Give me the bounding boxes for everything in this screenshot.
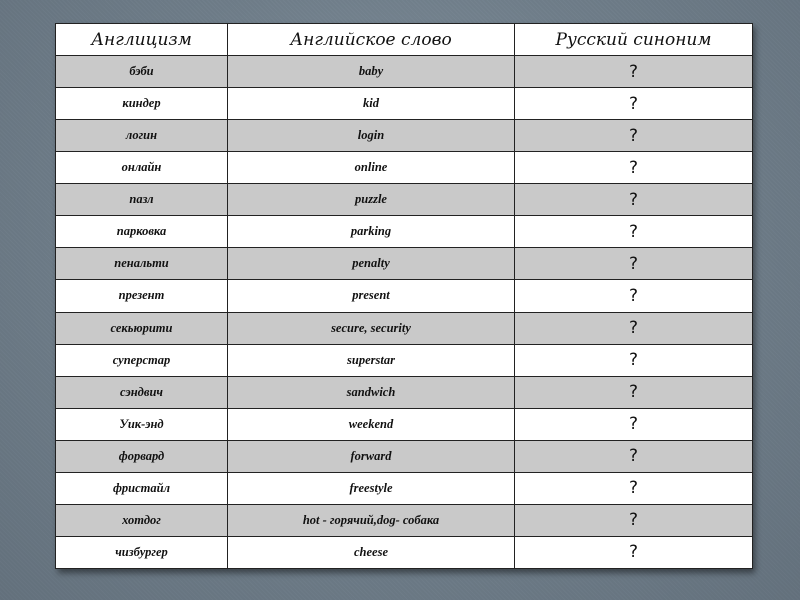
cell-english-word: secure, security: [228, 312, 515, 344]
cell-english-word: login: [228, 120, 515, 152]
anglicisms-table-container: [55, 23, 752, 569]
table-row: [56, 408, 753, 440]
cell-english-word: sandwich: [228, 376, 515, 408]
cell-russian-synonym: ?: [515, 56, 753, 88]
cell-english-word: parking: [228, 216, 515, 248]
cell-anglicism: Уик-энд: [56, 408, 228, 440]
cell-russian-synonym: ?: [515, 88, 753, 120]
table-row: [56, 536, 753, 568]
table-row: [56, 504, 753, 536]
cell-english-word: hot - горячий,dog- собака: [228, 504, 515, 536]
cell-russian-synonym: ?: [515, 344, 753, 376]
cell-anglicism: киндер: [56, 88, 228, 120]
cell-russian-synonym: ?: [515, 440, 753, 472]
cell-russian-synonym: ?: [515, 152, 753, 184]
table-row: [56, 344, 753, 376]
cell-anglicism: хотдог: [56, 504, 228, 536]
cell-anglicism: презент: [56, 280, 228, 312]
cell-english-word: present: [228, 280, 515, 312]
table-row: [56, 56, 753, 88]
cell-anglicism: чизбургер: [56, 536, 228, 568]
cell-russian-synonym: ?: [515, 472, 753, 504]
cell-russian-synonym: ?: [515, 376, 753, 408]
table-header-row: [56, 24, 753, 56]
cell-russian-synonym: ?: [515, 312, 753, 344]
cell-anglicism: бэби: [56, 56, 228, 88]
cell-english-word: penalty: [228, 248, 515, 280]
table-row: [56, 440, 753, 472]
cell-english-word: freestyle: [228, 472, 515, 504]
cell-anglicism: суперстар: [56, 344, 228, 376]
table-row: [56, 376, 753, 408]
cell-english-word: kid: [228, 88, 515, 120]
table-row: [56, 248, 753, 280]
cell-russian-synonym: ?: [515, 120, 753, 152]
cell-anglicism: фристайл: [56, 472, 228, 504]
cell-anglicism: пазл: [56, 184, 228, 216]
table-row: [56, 88, 753, 120]
cell-russian-synonym: ?: [515, 408, 753, 440]
cell-russian-synonym: ?: [515, 536, 753, 568]
cell-english-word: puzzle: [228, 184, 515, 216]
cell-anglicism: логин: [56, 120, 228, 152]
cell-russian-synonym: ?: [515, 184, 753, 216]
header-anglicism: Англицизм: [56, 24, 228, 56]
table-row: [56, 152, 753, 184]
cell-english-word: online: [228, 152, 515, 184]
header-english-word: Английское слово: [228, 24, 515, 56]
cell-russian-synonym: ?: [515, 280, 753, 312]
cell-english-word: weekend: [228, 408, 515, 440]
cell-english-word: forward: [228, 440, 515, 472]
table-row: [56, 280, 753, 312]
table-row: [56, 184, 753, 216]
table-row: [56, 472, 753, 504]
cell-anglicism: секьюрити: [56, 312, 228, 344]
cell-anglicism: онлайн: [56, 152, 228, 184]
cell-anglicism: форвард: [56, 440, 228, 472]
table-body: [56, 56, 753, 569]
cell-english-word: baby: [228, 56, 515, 88]
cell-russian-synonym: ?: [515, 248, 753, 280]
header-russian-synonym: Русский синоним: [515, 24, 753, 56]
cell-anglicism: парковка: [56, 216, 228, 248]
cell-anglicism: пенальти: [56, 248, 228, 280]
cell-russian-synonym: ?: [515, 216, 753, 248]
anglicisms-table: [55, 23, 753, 569]
table-row: [56, 120, 753, 152]
table-row: [56, 312, 753, 344]
cell-anglicism: сэндвич: [56, 376, 228, 408]
table-row: [56, 216, 753, 248]
cell-english-word: cheese: [228, 536, 515, 568]
cell-russian-synonym: ?: [515, 504, 753, 536]
cell-english-word: superstar: [228, 344, 515, 376]
